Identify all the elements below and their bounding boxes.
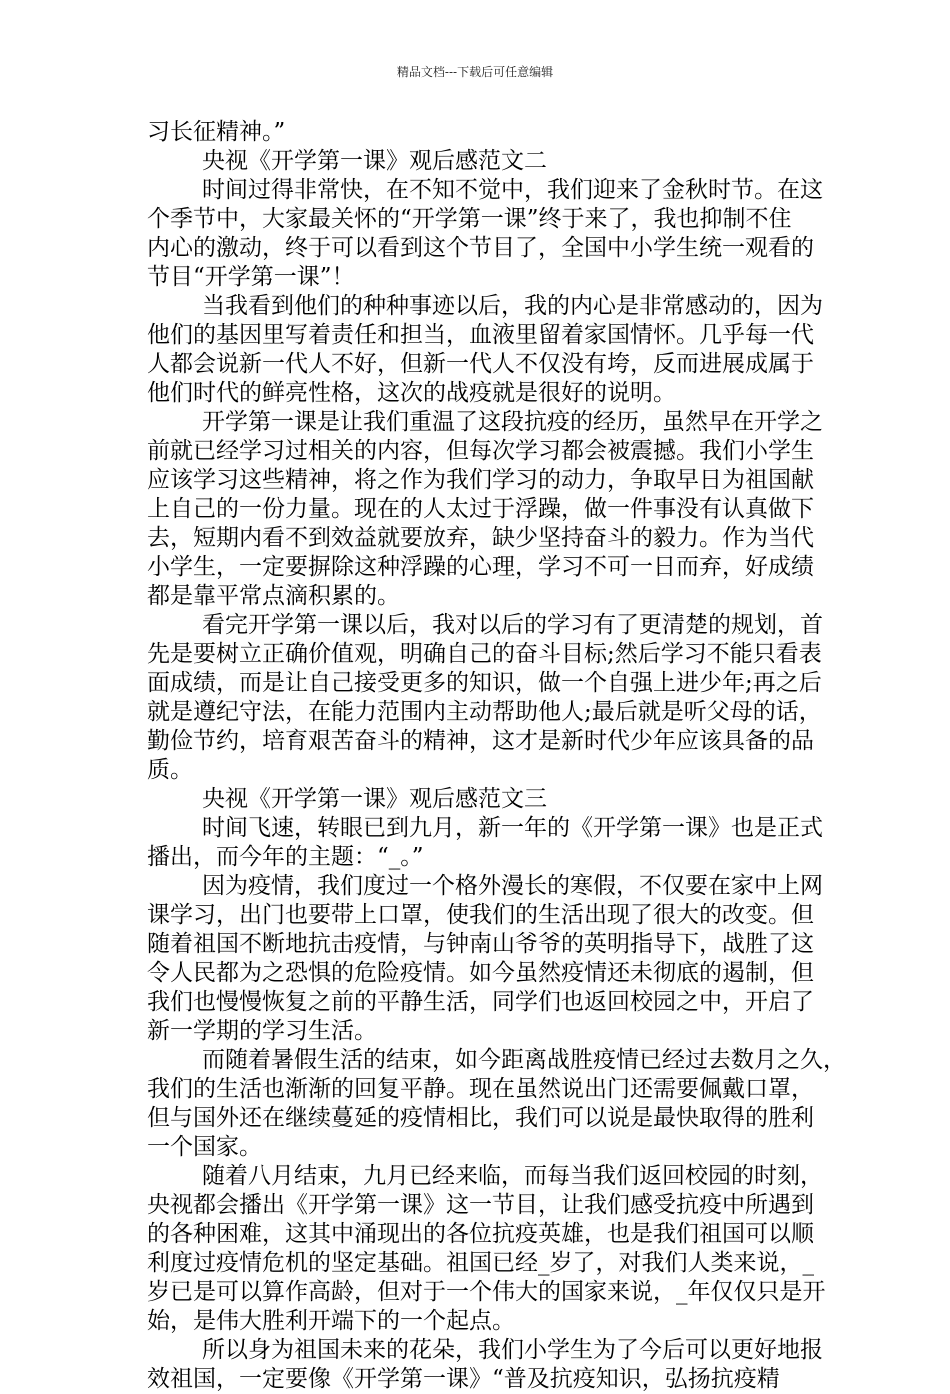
text-line: 应该学习这些精神，将之作为我们学习的动力，争取早日为祖国献 bbox=[147, 467, 814, 493]
text-line: 都是靠平常点滴积累的。 bbox=[147, 583, 400, 609]
text-line: 面成绩，而是让自己接受更多的知识，做一个自强上进少年;再之后 bbox=[147, 670, 822, 696]
document-body bbox=[147, 118, 846, 1394]
text-line: 人都会说新一代人不好，但新一代人不仅没有垮，反而进展成属于 bbox=[147, 351, 814, 377]
text-line: 始，是伟大胜利开端下的一个起点。 bbox=[147, 1308, 515, 1334]
text-line: 岁已是可以算作高龄，但对于一个伟大的国家来说，_年仅仅只是开 bbox=[147, 1279, 826, 1305]
page-header: 精品文档---下载后可任意编辑 bbox=[396, 65, 554, 79]
text-line: 上自己的一份力量。现在的人太过于浮躁，做一件事没有认真做下 bbox=[147, 496, 814, 522]
text-line: 随着祖国不断地抗击疫情，与钟南山爷爷的英明指导下，战胜了这 bbox=[147, 931, 814, 957]
text-line: 一个国家。 bbox=[147, 1134, 262, 1160]
text-line: 先是要树立正确价值观，明确自己的奋斗目标;然后学习不能只看表 bbox=[147, 641, 822, 667]
text-line: 我们也慢慢恢复之前的平静生活，同学们也返回校园之中，开启了 bbox=[147, 989, 814, 1015]
text-line: 所以身为祖国未来的花朵，我们小学生为了今后可以更好地报 bbox=[202, 1337, 823, 1363]
section-heading: 央视《开学第一课》观后感范文三 bbox=[202, 786, 547, 812]
text-line: 习长征精神。” bbox=[147, 119, 286, 145]
text-line: 播出，而今年的主题：“_。” bbox=[147, 844, 424, 870]
text-line: 令人民都为之恐惧的危险疫情。如今虽然疫情还未彻底的遏制，但 bbox=[147, 960, 814, 986]
text-line: 时间飞速，转眼已到九月，新一年的《开学第一课》也是正式 bbox=[202, 815, 823, 841]
text-line: 当我看到他们的种种事迹以后，我的内心是非常感动的，因为 bbox=[202, 293, 823, 319]
text-line: 看完开学第一课以后，我对以后的学习有了更清楚的规划，首 bbox=[202, 612, 823, 638]
text-line: 利度过疫情危机的坚定基础。祖国已经_岁了，对我们人类来说，_ bbox=[147, 1250, 814, 1276]
text-line: 随着八月结束，九月已经来临，而每当我们返回校园的时刻， bbox=[202, 1163, 823, 1189]
text-line: 个季节中，大家最关怀的“开学第一课”终于来了，我也抑制不住 bbox=[147, 206, 792, 232]
text-line: 质。 bbox=[147, 757, 193, 783]
text-line: 他们时代的鲜亮性格，这次的战疫就是很好的说明。 bbox=[147, 380, 676, 406]
text-line: 课学习，出门也要带上口罩，使我们的生活出现了很大的改变。但 bbox=[147, 902, 814, 928]
text-line: 就是遵纪守法，在能力范围内主动帮助他人;最后就是听父母的话， bbox=[147, 699, 822, 725]
text-line: 我们的生活也渐渐的回复平静。现在虽然说出门还需要佩戴口罩， bbox=[147, 1076, 814, 1102]
text-line: 而随着暑假生活的结束，如今距离战胜疫情已经过去数月之久， bbox=[202, 1047, 846, 1073]
text-line: 因为疫情，我们度过一个格外漫长的寒假，不仅要在家中上网 bbox=[202, 873, 823, 899]
text-line: 节目“开学第一课”！ bbox=[147, 264, 355, 290]
section-heading: 央视《开学第一课》观后感范文二 bbox=[202, 148, 547, 174]
text-line: 小学生，一定要摒除这种浮躁的心理，学习不可一日而弃，好成绩 bbox=[147, 554, 814, 580]
text-line: 的各种困难，这其中涌现出的各位抗疫英雄，也是我们祖国可以顺 bbox=[147, 1221, 814, 1247]
text-line: 新一学期的学习生活。 bbox=[147, 1018, 377, 1044]
text-line: 但与国外还在继续蔓延的疫情相比，我们可以说是最快取得的胜利 bbox=[147, 1105, 814, 1131]
text-line: 去，短期内看不到效益就要放弃，缺少坚持奋斗的毅力。作为当代 bbox=[147, 525, 814, 551]
text-line: 效祖国，一定要像《开学第一课》“普及抗疫知识，弘扬抗疫精 bbox=[147, 1366, 780, 1392]
text-line: 央视都会播出《开学第一课》这一节目，让我们感受抗疫中所遇到 bbox=[147, 1192, 814, 1218]
text-line: 时间过得非常快，在不知不觉中，我们迎来了金秋时节。在这 bbox=[202, 177, 823, 203]
text-line: 勤俭节约，培育艰苦奋斗的精神，这才是新时代少年应该具备的品 bbox=[147, 728, 814, 754]
text-line: 他们的基因里写着责任和担当，血液里留着家国情怀。几乎每一代 bbox=[147, 322, 814, 348]
text-line: 内心的激动，终于可以看到这个节目了，全国中小学生统一观看的 bbox=[147, 235, 814, 261]
text-line: 开学第一课是让我们重温了这段抗疫的经历，虽然早在开学之 bbox=[202, 409, 823, 435]
text-line: 前就已经学习过相关的内容，但每次学习都会被震撼。我们小学生 bbox=[147, 438, 814, 464]
